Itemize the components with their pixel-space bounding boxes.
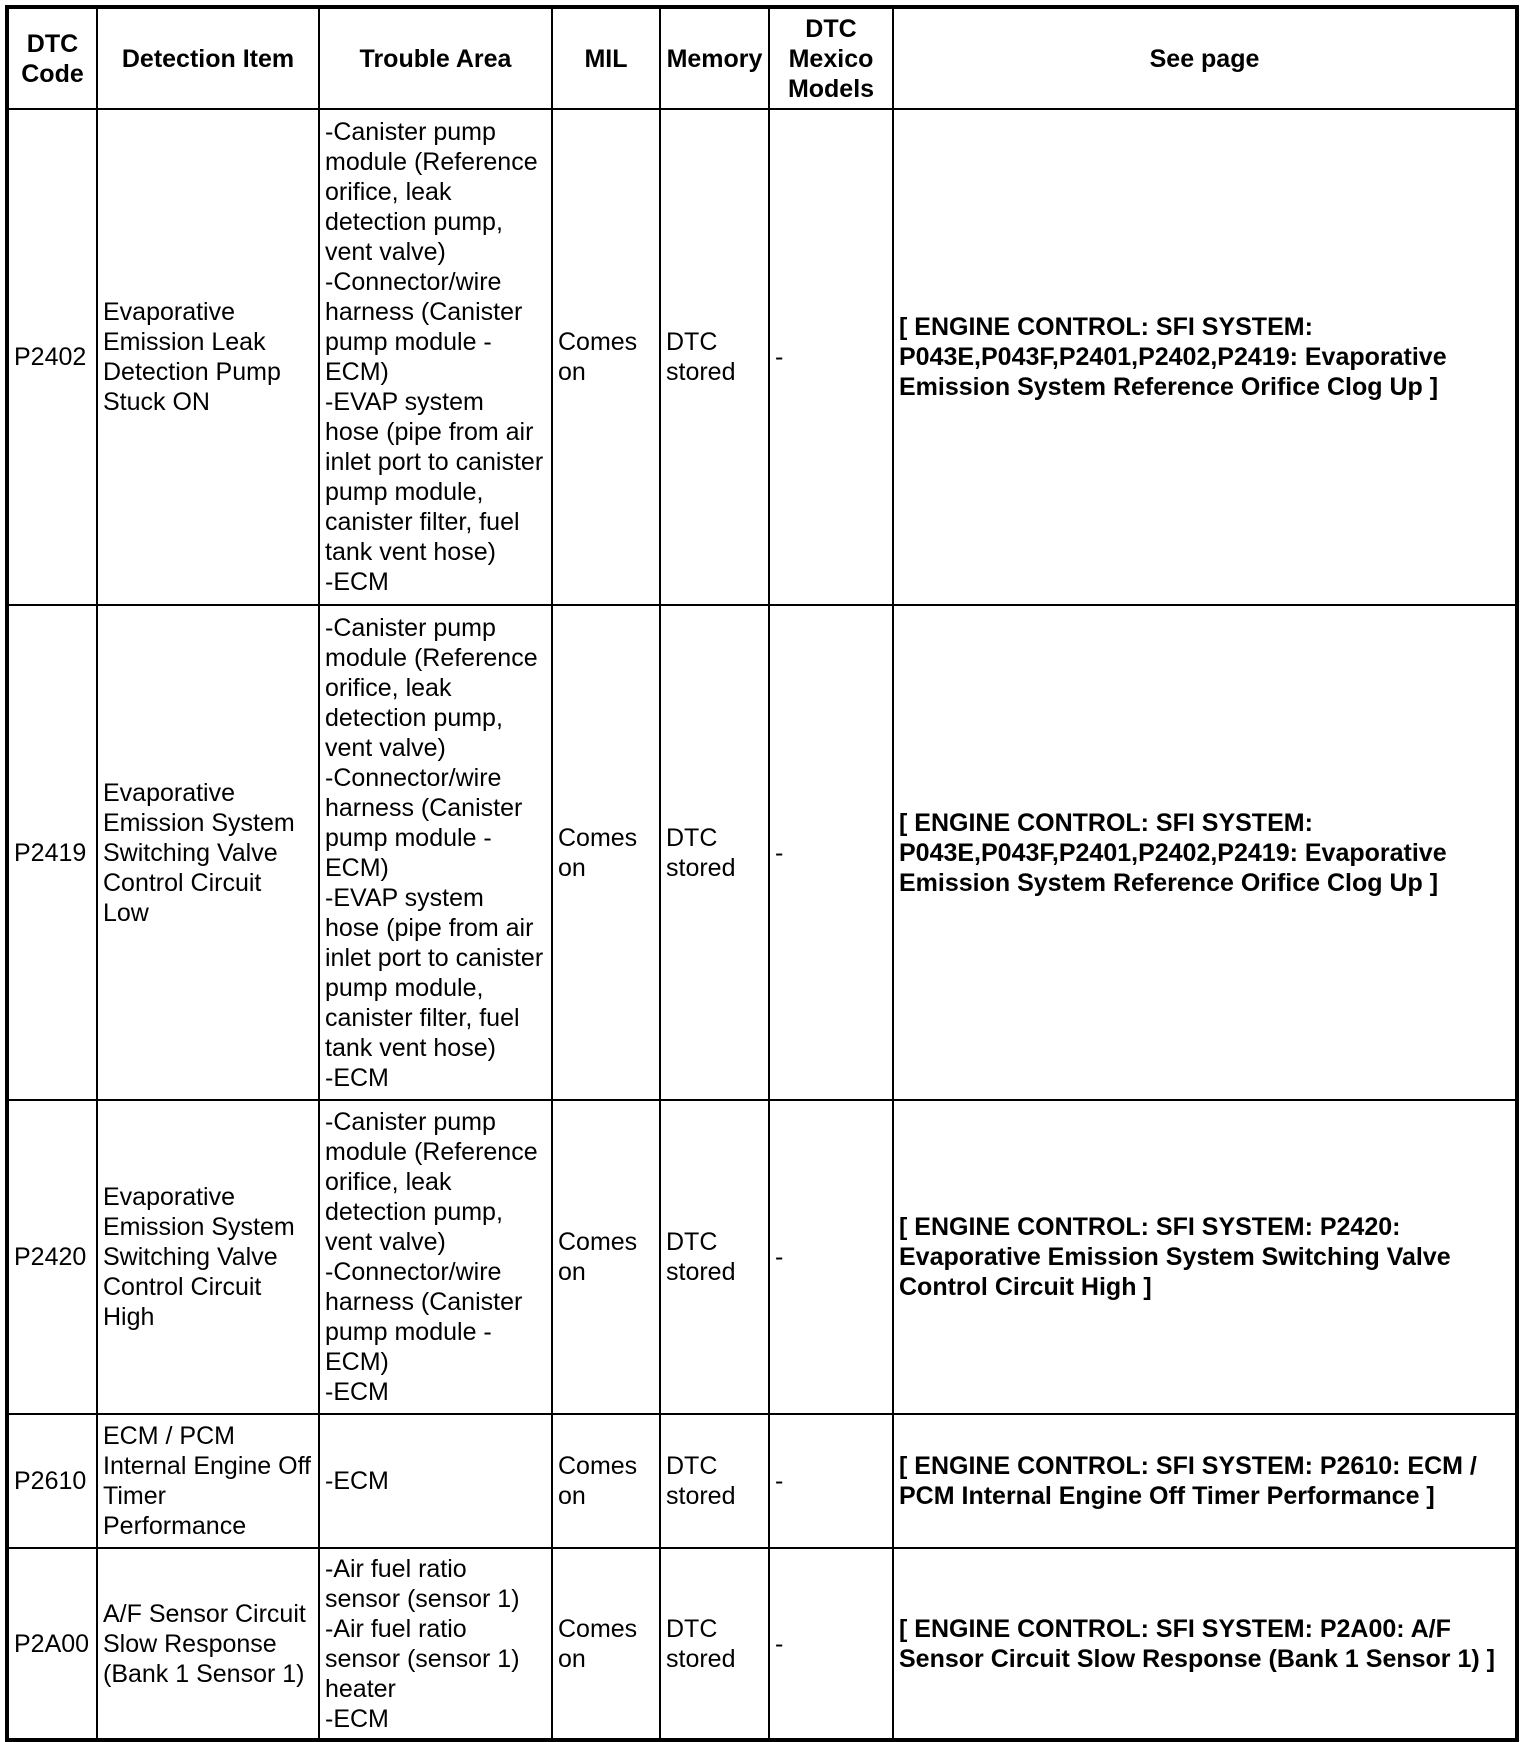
dtc-code-cell: P2419	[7, 605, 97, 1100]
memory-cell: DTC stored	[660, 109, 769, 605]
table-row	[7, 109, 1517, 605]
dtc-code-cell: P2402	[7, 109, 97, 605]
detection-item-cell: ECM / PCM Internal Engine Off Timer Performance	[97, 1414, 319, 1548]
dtc-code-cell: P2610	[7, 1414, 97, 1548]
header-mil: MIL	[552, 7, 660, 109]
memory-cell: DTC stored	[660, 1548, 769, 1740]
see-page-link[interactable]: [ ENGINE CONTROL: SFI SYSTEM: P043E,P043F,P2401,P2402,P2419: Evaporative Emission System Reference Orifice Clog Up ]	[893, 605, 1517, 1100]
header-memory: Memory	[660, 7, 769, 109]
detection-item-cell: Evaporative Emission System Switching Valve Control Circuit Low	[97, 605, 319, 1100]
mil-cell: Comes on	[552, 1548, 660, 1740]
memory-cell: DTC stored	[660, 605, 769, 1100]
dtc-table	[5, 5, 1519, 1742]
header-dtc-code: DTC Code	[7, 7, 97, 109]
mexico-cell: -	[769, 1100, 893, 1414]
mil-cell: Comes on	[552, 109, 660, 605]
header-mexico-models: DTC Mexico Models	[769, 7, 893, 109]
mexico-cell: -	[769, 109, 893, 605]
trouble-area-cell: -Canister pump module (Reference orifice, leak detection pump, vent valve) -Connector/wire harness (Canister pump module - ECM) -EVAP system hose (pipe from air inlet port to canister pump module, canister filter, fuel tank vent hose) -ECM	[319, 109, 552, 605]
table-row	[7, 1414, 1517, 1548]
trouble-area-cell: -Air fuel ratio sensor (sensor 1) -Air fuel ratio sensor (sensor 1) heater -ECM	[319, 1548, 552, 1740]
see-page-link[interactable]: [ ENGINE CONTROL: SFI SYSTEM: P043E,P043F,P2401,P2402,P2419: Evaporative Emission System Reference Orifice Clog Up ]	[893, 109, 1517, 605]
header-row	[7, 7, 1517, 109]
mil-cell: Comes on	[552, 1414, 660, 1548]
see-page-link[interactable]: [ ENGINE CONTROL: SFI SYSTEM: P2420: Evaporative Emission System Switching Valve Control Circuit High ]	[893, 1100, 1517, 1414]
header-detection-item: Detection Item	[97, 7, 319, 109]
mexico-cell: -	[769, 1548, 893, 1740]
trouble-area-cell: -ECM	[319, 1414, 552, 1548]
memory-cell: DTC stored	[660, 1414, 769, 1548]
mil-cell: Comes on	[552, 605, 660, 1100]
table-row	[7, 605, 1517, 1100]
detection-item-cell: Evaporative Emission System Switching Valve Control Circuit High	[97, 1100, 319, 1414]
detection-item-cell: Evaporative Emission Leak Detection Pump Stuck ON	[97, 109, 319, 605]
see-page-link[interactable]: [ ENGINE CONTROL: SFI SYSTEM: P2610: ECM / PCM Internal Engine Off Timer Performance ]	[893, 1414, 1517, 1548]
header-trouble-area: Trouble Area	[319, 7, 552, 109]
mil-cell: Comes on	[552, 1100, 660, 1414]
table-row	[7, 1548, 1517, 1740]
trouble-area-cell: -Canister pump module (Reference orifice, leak detection pump, vent valve) -Connector/wire harness (Canister pump module - ECM) -EVAP system hose (pipe from air inlet port to canister pump module, canister filter, fuel tank vent hose) -ECM	[319, 605, 552, 1100]
memory-cell: DTC stored	[660, 1100, 769, 1414]
mexico-cell: -	[769, 605, 893, 1100]
detection-item-cell: A/F Sensor Circuit Slow Response (Bank 1 Sensor 1)	[97, 1548, 319, 1740]
trouble-area-cell: -Canister pump module (Reference orifice, leak detection pump, vent valve) -Connector/wire harness (Canister pump module - ECM) -ECM	[319, 1100, 552, 1414]
header-see-page: See page	[893, 7, 1517, 109]
dtc-code-cell: P2A00	[7, 1548, 97, 1740]
table-row	[7, 1100, 1517, 1414]
mexico-cell: -	[769, 1414, 893, 1548]
see-page-link[interactable]: [ ENGINE CONTROL: SFI SYSTEM: P2A00: A/F Sensor Circuit Slow Response (Bank 1 Sensor 1) ]	[893, 1548, 1517, 1740]
dtc-code-cell: P2420	[7, 1100, 97, 1414]
